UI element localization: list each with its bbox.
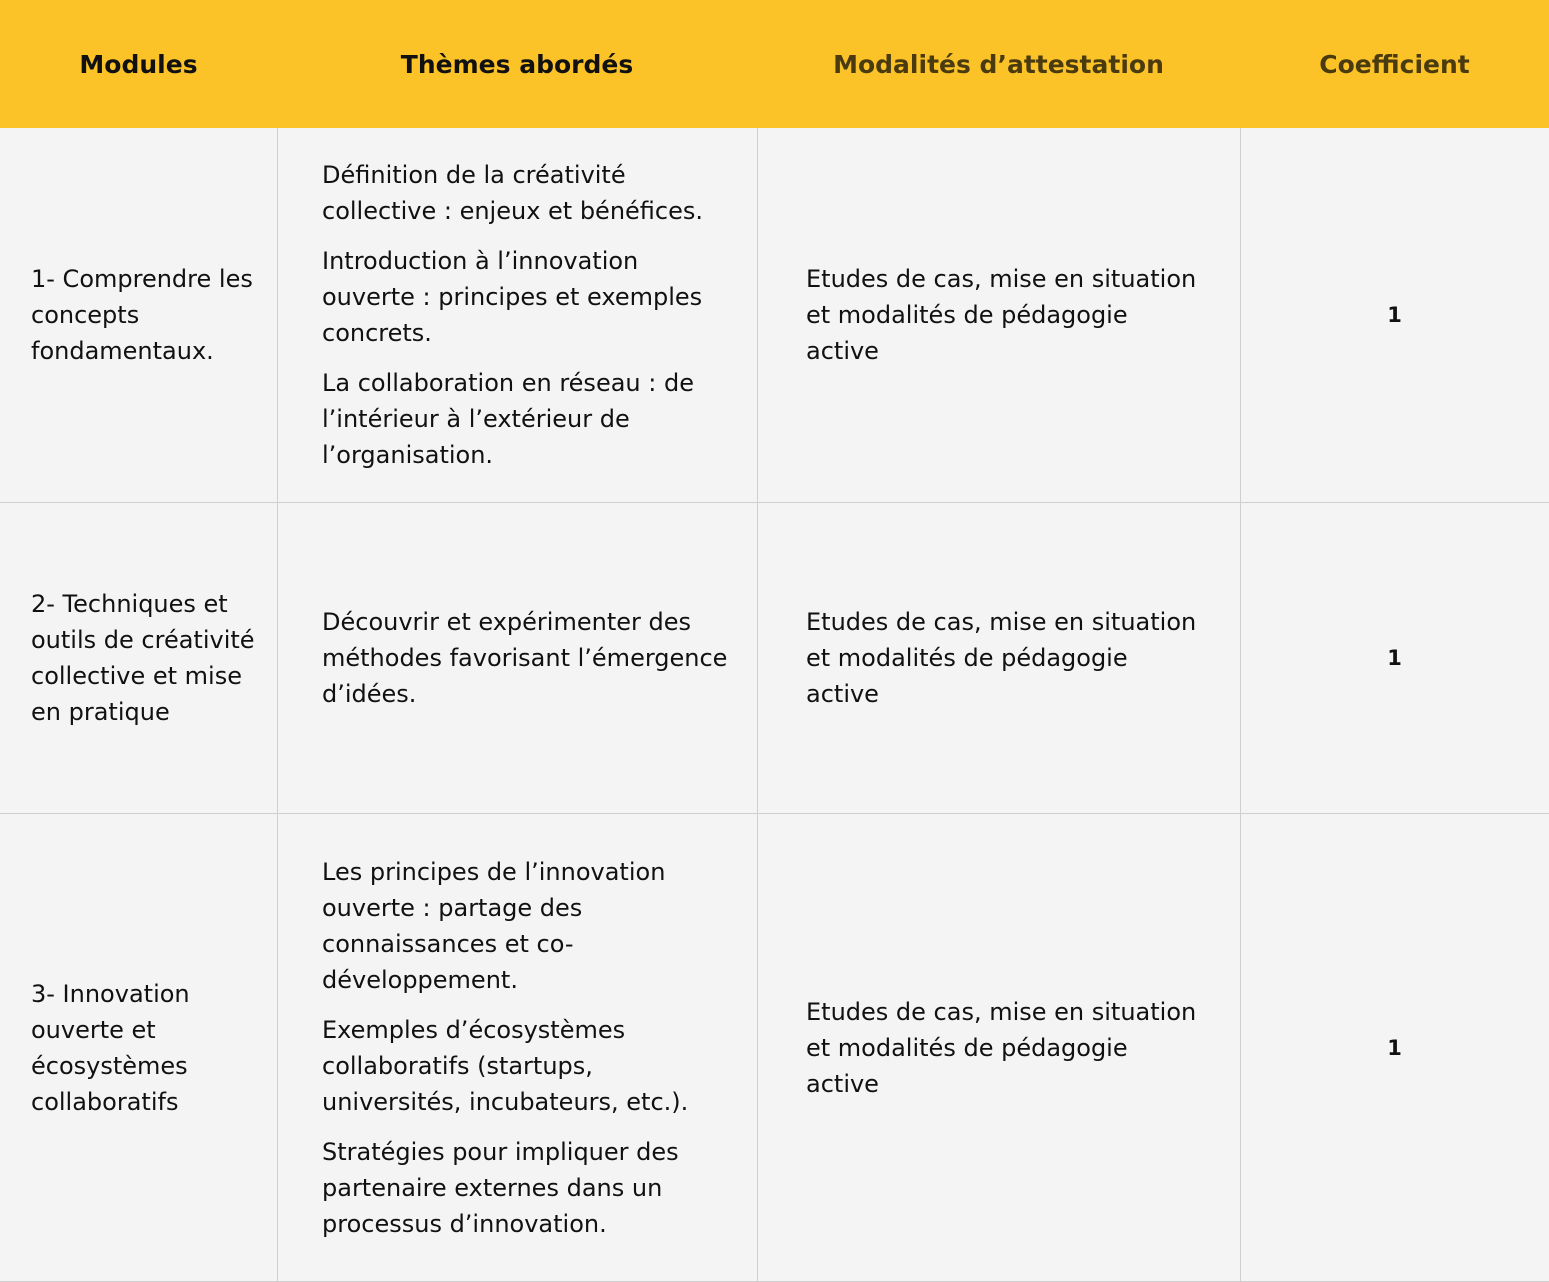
theme-item: Les principes de l’innovation ouverte : partage des connaissances et co-développement. (322, 857, 666, 994)
coefficient-value: 1 (1387, 1035, 1402, 1060)
table-row-3-themes (322, 813, 732, 1282)
header-modules: Modules (79, 49, 198, 79)
module-name: 1- Comprendre les concepts fondamentaux. (31, 265, 253, 365)
theme-item: Exemples d’écosystèmes collaboratifs (startups, universités, incubateurs, etc.). (322, 1015, 689, 1116)
module-name: 3- Innovation ouverte et écosystèmes collaboratifs (31, 979, 190, 1116)
coefficient-value: 1 (1387, 645, 1402, 670)
attestation-text: Etudes de cas, mise en situation et modalités de pédagogie active (806, 265, 1197, 365)
table-row-3-coefficient (1240, 813, 1549, 1282)
table-row-1-themes (322, 128, 732, 502)
table-row-1-coefficient (1240, 128, 1549, 502)
header-attestation: Modalités d’attestation (833, 49, 1164, 79)
theme-item: Découvrir et expérimenter des méthodes favorisant l’émergence d’idées. (322, 607, 728, 708)
header-themes: Thèmes abordés (400, 49, 634, 79)
coefficient-value: 1 (1387, 303, 1402, 327)
table-row-1-module (31, 128, 263, 502)
table-row-2-coefficient (1240, 502, 1549, 813)
column-divider (277, 128, 278, 1282)
table-row-2-attestation (806, 502, 1206, 813)
module-name: 2- Techniques et outils de créativité collective et mise en pratique (31, 589, 255, 726)
theme-item: Stratégies pour impliquer des partenaire externes dans un processus d’innovation. (322, 1137, 679, 1238)
attestation-text: Etudes de cas, mise en situation et modalités de pédagogie active (806, 607, 1197, 708)
table-row-1-attestation (806, 128, 1206, 502)
header-coefficient: Coefficient (1319, 49, 1470, 79)
table-row-3-module (31, 813, 263, 1282)
attestation-text: Etudes de cas, mise en situation et modalités de pédagogie active (806, 997, 1197, 1098)
theme-item: La collaboration en réseau : de l’intérieur à l’extérieur de l’organisation. (322, 369, 694, 469)
table-row-2-module (31, 502, 263, 813)
table-header (0, 0, 1549, 128)
table-row-2-themes (322, 502, 732, 813)
table-row-3-attestation (806, 813, 1206, 1282)
theme-item: Introduction à l’innovation ouverte : principes et exemples concrets. (322, 247, 703, 347)
theme-item: Définition de la créativité collective : enjeux et bénéfices. (322, 161, 704, 225)
column-divider (757, 128, 758, 1282)
